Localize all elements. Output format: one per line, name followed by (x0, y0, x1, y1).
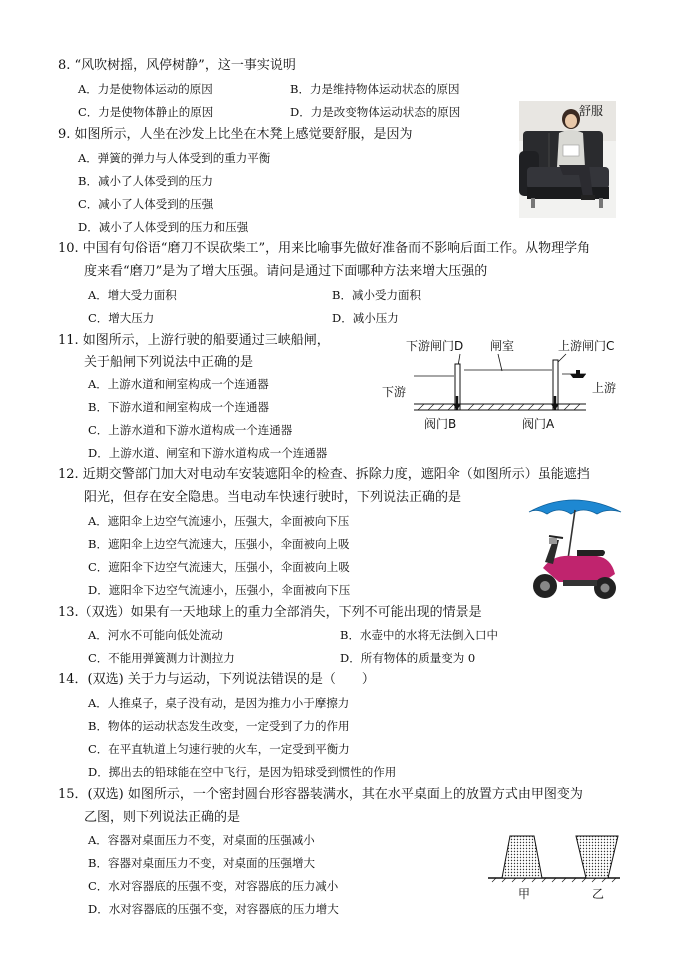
sofa-photo (519, 101, 616, 218)
q11-option-c: C．上游水道和下游水道构成一个连通器 (88, 423, 293, 437)
label-gate-d: 下游闸门D (406, 339, 464, 353)
q9-option-c: C．减小了人体受到的压强 (78, 197, 214, 211)
ship-lock-diagram (380, 334, 636, 436)
q13-option-a: A．河水不可能向低处流动 (88, 628, 223, 642)
q8-option-b: B．力是维持物体运动状态的原因 (290, 82, 460, 96)
q15-stem-line2: 乙图，则下列说法正确的是 (84, 810, 241, 825)
label-jia: 甲 (518, 887, 531, 901)
label-yi: 乙 (592, 887, 605, 901)
label-chamber: 闸室 (490, 339, 515, 353)
q8-option-c: C．力是使物体静止的原因 (78, 105, 214, 119)
q10-stem-line2: 度来看“磨刀”是为了增大压强。请问是通过下面哪种方法来增大压强的 (84, 264, 488, 279)
q12-option-d: D．遮阳伞下边空气流速小，压强小，伞面被向下压 (88, 583, 351, 597)
q9-option-d: D．减小了人体受到的压力和压强 (78, 220, 249, 234)
q15-option-c: C．水对容器底的压强不变，对容器底的压力减小 (88, 879, 339, 893)
q14-option-b: B．物体的运动状态发生改变，一定受到了力的作用 (88, 719, 350, 733)
q11-option-b: B．下游水道和闸室构成一个连通器 (88, 400, 269, 414)
q12-stem-line2: 阳光，但存在安全隐患。当电动车快速行驶时，下列说法正确的是 (84, 490, 462, 505)
q9-stem: 9. 如图所示，人坐在沙发上比坐在木凳上感觉要舒服，是因为 (58, 127, 413, 142)
q12-option-b: B．遮阳伞上边空气流速大，压强小，伞面被向上吸 (88, 537, 350, 551)
q14-stem: 14．(双选) 关于力与运动，下列说法错误的是（ ） (58, 672, 375, 687)
q10-option-c: C．增大压力 (88, 311, 155, 325)
q8-stem: 8. “风吹树摇，风停树静”，这一事实说明 (58, 58, 296, 73)
q15-option-d: D．水对容器底的压强不变，对容器底的压力增大 (88, 902, 339, 916)
q14-option-d: D．掷出去的铅球能在空中飞行，是因为铅球受到惯性的作用 (88, 765, 397, 779)
q10-stem-line1: 10. 中国有句俗语“磨刀不误砍柴工”，用来比喻事先做好准备而不影响后面工作。从物理学角 (58, 241, 591, 256)
q15-option-b: B．容器对桌面压力不变，对桌面的压强增大 (88, 856, 315, 870)
q12-option-a: A．遮阳伞上边空气流速小，压强大，伞面被向下压 (88, 514, 350, 528)
q11-stem-line1: 11. 如图所示，上游行驶的船要通过三峡船闸， (58, 333, 330, 348)
q10-option-d: D．减小压力 (332, 311, 399, 325)
q13-stem: 13.（双选）如果有一天地球上的重力全部消失，下列不可能出现的情景是 (58, 605, 482, 620)
q14-option-c: C．在平直轨道上匀速行驶的火车，一定受到平衡力 (88, 742, 350, 756)
q11-option-d: D．上游水道、闸室和下游水道构成一个连通器 (88, 446, 328, 460)
sofa-photo-label: 舒服 (579, 104, 604, 118)
label-gate-c: 上游闸门C (558, 339, 615, 353)
q13-option-b: B．水壶中的水将无法倒入口中 (340, 628, 498, 642)
q10-option-a: A．增大受力面积 (88, 288, 177, 302)
q8-option-d: D．力是改变物体运动状态的原因 (290, 105, 461, 119)
q11-stem-line2: 关于船闸下列说法中正确的是 (84, 355, 254, 370)
q9-option-a: A．弹簧的弹力与人体受到的重力平衡 (78, 151, 271, 165)
frustum-containers-diagram (486, 826, 622, 902)
q9-option-b: B．减小了人体受到的压力 (78, 174, 213, 188)
q15-stem-line1: 15．(双选) 如图所示，一个密封圆台形容器装满水，其在水平桌面上的放置方式由甲图变为 (58, 787, 583, 802)
q11-option-a: A．上游水道和闸室构成一个连通器 (88, 377, 269, 391)
scooter-umbrella-image (523, 494, 627, 604)
label-valve-a: 阀门A (522, 417, 555, 431)
q14-option-a: A．人推桌子，桌子没有动，是因为推力小于摩擦力 (88, 696, 350, 710)
q12-stem-line1: 12. 近期交警部门加大对电动车安装遮阳伞的检查、拆除力度，遮阳伞（如图所示）虽能遮挡 (58, 467, 590, 482)
label-valve-b: 阀门B (424, 417, 457, 431)
q10-option-b: B．减小受力面积 (332, 288, 421, 302)
label-downstream: 下游 (382, 385, 407, 399)
q13-option-c: C．不能用弹簧测力计测拉力 (88, 651, 235, 665)
q12-option-c: C．遮阳伞下边空气流速大，压强小，伞面被向上吸 (88, 560, 350, 574)
q13-option-d: D．所有物体的质量变为 0 (340, 651, 476, 665)
q8-option-a: A．力是使物体运动的原因 (78, 82, 213, 96)
q15-option-a: A．容器对桌面压力不变，对桌面的压强减小 (88, 833, 315, 847)
label-upstream: 上游 (592, 381, 617, 395)
